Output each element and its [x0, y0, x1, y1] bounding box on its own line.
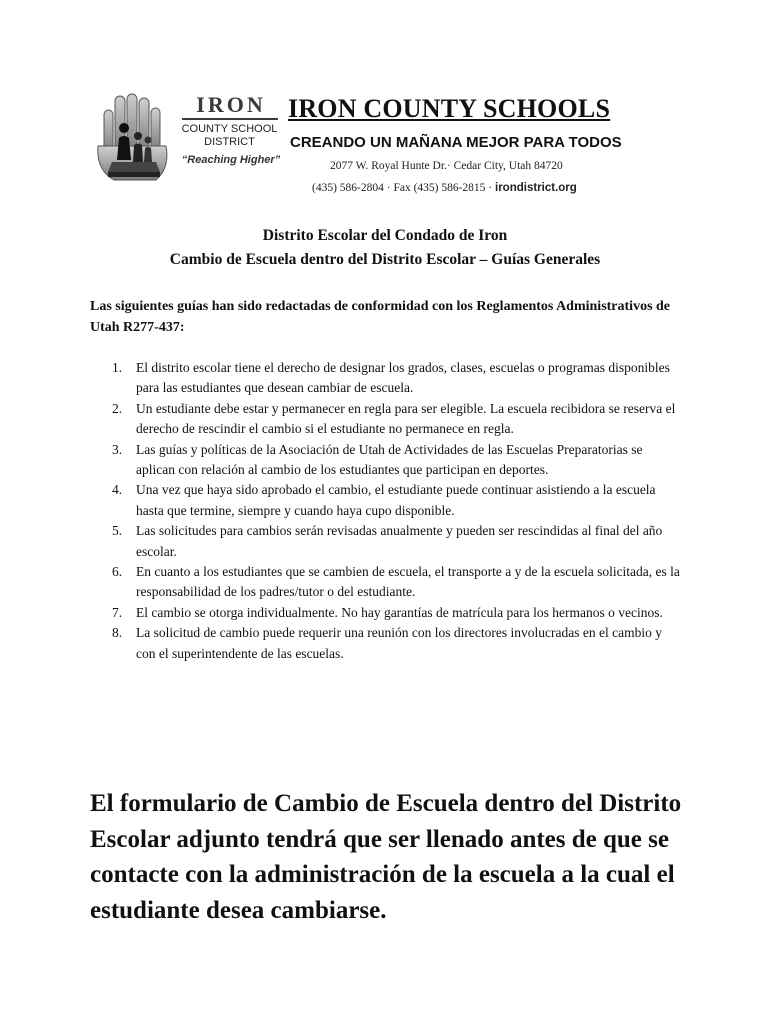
document-subtitle: Cambio de Escuela dentro del Distrito Escolar – Guías Generales: [169, 251, 601, 268]
item-number: 8.: [112, 625, 123, 641]
item-number: 2.: [112, 400, 123, 416]
list-item: [112, 440, 682, 481]
letterhead-title: IRON COUNTY SCHOOLS: [288, 94, 611, 123]
item-number: 3.: [112, 441, 123, 457]
item-text: La solicitud de cambio puede requerir una reunión con los directores involucradas en el cambio y con el superintendente de las escuelas.: [136, 625, 662, 661]
item-number: 5.: [112, 523, 123, 539]
item-text: En cuanto a los estudiantes que se cambien de escuela, el transporte a y de la escuela solicitada, es la responsabilidad de los padres/tutor o del estudiante.: [136, 564, 680, 600]
logo-wordmark: IRON: [196, 92, 266, 117]
logo-subtitle-line1: COUNTY SCHOOL: [181, 123, 278, 135]
item-text: El cambio se otorga individualmente. No hay garantías de matrícula para los hermanos o vecinos.: [136, 604, 663, 620]
item-text: Una vez que haya sido aprobado el cambio, el estudiante puede continuar asistiendo a la escuela hasta que termine, siempre y cuando haya cupo disponible.: [136, 482, 656, 518]
list-item: [112, 562, 682, 603]
phone-fax-text: (435) 586-2804 · Fax (435) 586-2815 ·: [312, 182, 496, 194]
item-number: 7.: [112, 604, 123, 620]
logo-tagline: “Reaching Higher”: [181, 154, 281, 166]
logo-divider: [182, 118, 278, 120]
letterhead-address: 2077 W. Royal Hunte Dr.· Cedar City, Utah 84720: [330, 160, 563, 172]
website-link[interactable]: irondistrict.org: [495, 182, 577, 194]
document-title: Distrito Escolar del Condado de Iron: [262, 227, 508, 244]
item-number: 6.: [112, 564, 123, 580]
list-item: [112, 480, 682, 521]
item-text: Las solicitudes para cambios serán revisadas anualmente y pueden ser rescindidas al final del año escolar.: [136, 523, 663, 559]
list-item: [112, 358, 682, 399]
list-item: [112, 623, 682, 664]
item-text: Las guías y políticas de la Asociación de Utah de Actividades de las Escuelas Preparatorias se aplican con relación al cambio de los estudiantes que participan en deportes.: [136, 441, 643, 478]
item-number: 4.: [112, 482, 123, 498]
closing-statement: El formulario de Cambio de Escuela dentro del Distrito Escolar adjunto tendrá que ser llenado antes de que se contacte con la administración de la escuela a la cual el estudiante desea cambiarse.: [90, 790, 682, 924]
guidelines-list: [112, 358, 682, 664]
district-logo: [90, 88, 280, 188]
item-number: 1.: [112, 360, 123, 375]
letterhead-slogan: CREANDO UN MAÑANA MEJOR PARA TODOS: [290, 134, 622, 151]
item-text: El distrito escolar tiene el derecho de designar los grados, clases, escuelas o programas disponibles para las estudiantes que desean cambiar de escuela.: [136, 360, 670, 396]
letterhead-contact: [312, 182, 577, 194]
logo-subtitle-line2: DISTRICT: [204, 136, 255, 148]
item-text: Un estudiante debe estar y permanecer en regla para ser elegible. La escuela recibidora se reserva el derecho de rescindir el cambio si el estudiante no permanece en regla.: [136, 400, 676, 437]
list-item: [112, 603, 682, 623]
list-item: [112, 521, 682, 562]
hand-family-book-logo-icon: [90, 88, 180, 188]
intro-paragraph: Las siguientes guías han sido redactadas de conformidad con los Reglamentos Administrativos de Utah R277-437:: [90, 299, 671, 335]
list-item: [112, 399, 682, 440]
